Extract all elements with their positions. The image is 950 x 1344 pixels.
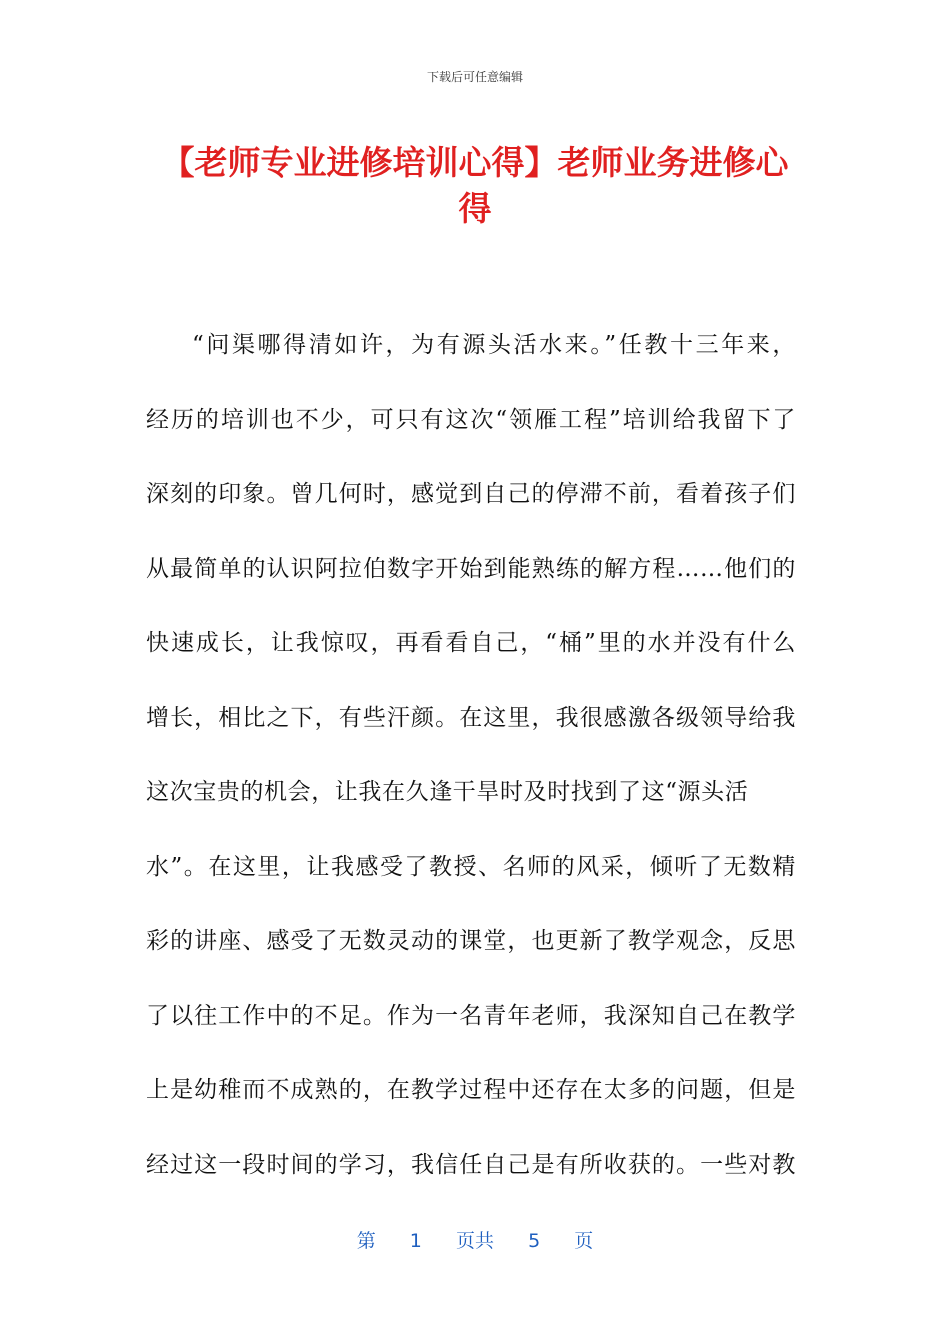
body-line: “问渠哪得清如许，为有源头活水来。”任教十三年来， xyxy=(192,332,796,358)
body-line: 深刻的印象。曾几何时，感觉到自己的停滞不前，看着孩子们 xyxy=(146,481,796,507)
document-title xyxy=(150,140,800,232)
body-line: 从最简单的认识阿拉伯数字开始到能熟练的解方程……他们的 xyxy=(146,555,796,582)
body-line: 水”。在这里，让我感受了教授、名师的风采，倾听了无数精 xyxy=(146,853,796,880)
page-label-mid: 页共 xyxy=(455,1230,494,1252)
body-line: 了以往工作中的不足。作为一名青年老师，我深知自己在教学 xyxy=(146,1002,796,1029)
body-line: 快速成长，让我惊叹，再看看自己，“桶”里的水并没有什么 xyxy=(146,630,796,656)
document-body xyxy=(146,320,796,1214)
page-label-suffix: 页 xyxy=(574,1230,594,1252)
body-line: 这次宝贵的机会，让我在久逢干旱时及时找到了这“源头活 xyxy=(146,779,749,805)
body-line: 彩的讲座、感受了无数灵动的课堂，也更新了教学观念，反思 xyxy=(146,928,796,954)
current-page-number: 1 xyxy=(409,1230,422,1252)
body-line: 增长，相比之下，有些汗颜。在这里，我很感激各级领导给我 xyxy=(146,704,796,731)
page-label-prefix: 第 xyxy=(356,1230,376,1252)
title-line-1: 【老师专业进修培训心得】老师业务进修心 xyxy=(161,143,789,182)
page-footer xyxy=(0,1226,950,1253)
header-note: 下载后可任意编辑 xyxy=(426,70,523,84)
body-line: 上是幼稚而不成熟的，在教学过程中还存在太多的问题，但是 xyxy=(146,1077,796,1103)
body-line: 经历的培训也不少，可只有这次“领雁工程”培训给我留下了 xyxy=(146,406,796,433)
title-line-2: 得 xyxy=(458,189,492,228)
total-pages-number: 5 xyxy=(528,1230,541,1252)
body-line: 经过这一段时间的学习，我信任自己是有所收获的。一些对教 xyxy=(146,1151,796,1178)
